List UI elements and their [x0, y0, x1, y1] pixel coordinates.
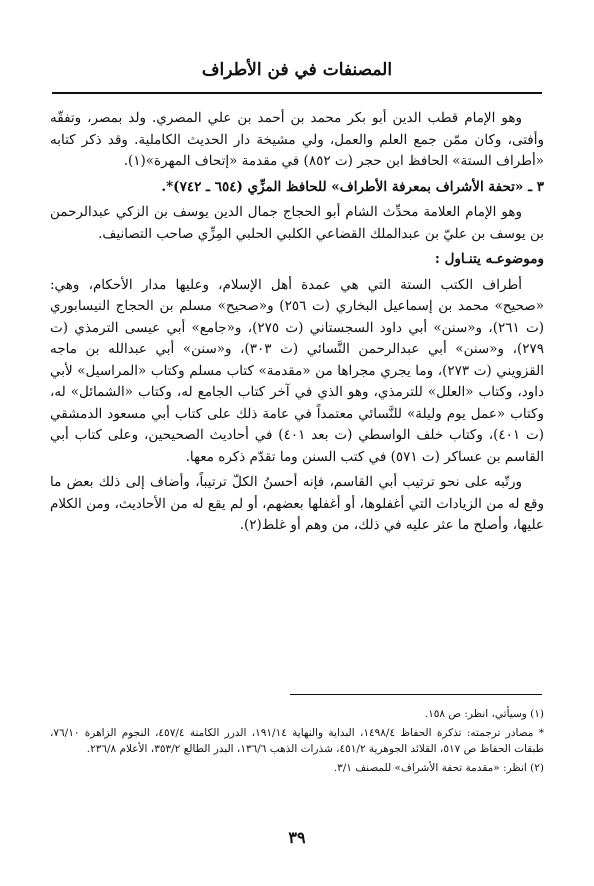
- footnote-sources: * مصادر ترجمته: تذكرة الحفاظ ١٤٩٨/٤، البداية والنهاية ١٩١/١٤، الدرر الكامنة ٤٥٧/٤، النجوم الزاهرة ٧٦/١٠، طبقات الحفاظ ص ٥١٧، القلائد الجوهرية ٤٥١/٢، شذرات الذهب ١٣٦/٦، البدر الطالع ٣٥٣/٢، الأعلام ٢٣٦/٨.: [50, 727, 544, 755]
- header-rule: [52, 92, 542, 94]
- footnote-1: (١) وسيأتي، انظر: ص ١٥٨.: [424, 708, 544, 720]
- running-header: المصنفات في فن الأطراف: [201, 60, 393, 80]
- footnotes: [50, 706, 544, 779]
- page-number: ٣٩: [288, 828, 306, 847]
- paragraph-biography-qutb: وهو الإمام قطب الدين أبو بكر محمد بن أحمد بن علي المصري. ولد بمصر، وتفقّه وأفتى، وكان ممّن جمع العلم والعمل، ولي مشيخة دار الحديث الكاملية. وقد ذكر كتابه «أطراف الستة» الحافظ ابن حجر (ت ٨٥٢) في مقدمة «إتحاف المهرة»(١).: [50, 110, 544, 169]
- footnote-2: (٢) انظر: «مقدمة تحفة الأشراف» للمصنف ٣/١.: [333, 762, 544, 774]
- paragraph-arrangement: ورتّبه على نحو ترتيب أبي القاسم، فإنه أحسنُ الكلّ ترتيباً، وأضاف إلى ذلك بعض ما وقع له من الزيادات التي أغفلوها، أو أغفلها بعضهم، أو لم يقع له من الأحاديث، ومن الكلام عليها، وأصلح ما عثر عليه في ذلك، من وهم أو غلط(٢).: [50, 474, 544, 533]
- main-text: [50, 108, 544, 541]
- paragraph-biography-mizzi: وهو الإمام العلامة محدِّث الشام أبو الحجاج جمال الدين يوسف بن الزكي عبدالرحمن بن يوسف بن عليّ بن عبدالملك القضاعي الكلبي الحلبي المِزِّي صاحب التصانيف.: [50, 204, 544, 242]
- paragraph-six-books: أطراف الكتب الستة التي هي عمدة أهل الإسلام، وعليها مدار الأحكام، وهي: «صحيح» محمد بن إسماعيل البخاري (ت ٢٥٦) و«صحيح» مسلم بن الحجاج النيسابوري (ت ٢٦١)، و«سنن» أبي داود السجستاني (ت ٢٧٥)، و«جامع» أبي عيسى الترمذي (ت ٢٧٩)، و«سنن» أبي عبدالرحمن النَّسائي (ت ٣٠٣)، و«سنن» أبي عبدالله بن ماجه القزويني (ت ٢٧٣)، وما يجري مجراها من «مقدمة» كتاب مسلم وكتاب «المراسيل» لأبي داود، وكتاب «العلل» للترمذي، وهو الذي في آخر كتاب الجامع له، وكتاب «الشمائل» له، وكتاب «عمل يوم وليلة» للنَّسائي معتمداً في عامة ذلك على كتاب أبي مسعود الدمشقي (ت ٤٠١)، وكتاب خلف الواسطي (ت بعد ٤٠١) في أحاديث الصحيحين، وعلى كتاب أبي القاسم بن عساكر (ت ٥٧١) في كتب السنن وما تقدّم ذكره معها.: [50, 276, 544, 465]
- section-heading-tuhfat-al-ashraf: ٣ ـ «تحفة الأشراف بمعرفة الأطراف» للحافظ المزِّي (٦٥٤ ـ ٧٤٢)*.: [161, 178, 544, 195]
- footnote-rule: [290, 694, 542, 695]
- subheading-subject: وموضوعـه يتنـاول :: [434, 251, 544, 267]
